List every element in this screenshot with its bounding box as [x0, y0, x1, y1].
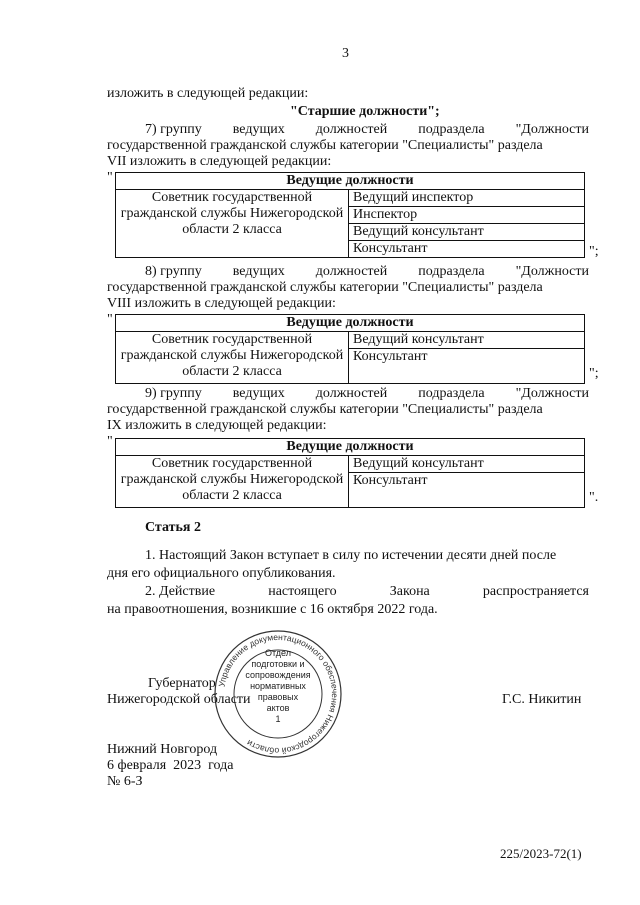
governor-title: Губернатор — [148, 676, 216, 691]
open-quote: " — [107, 170, 113, 185]
stamp-line: 1 — [275, 714, 281, 724]
closing-quote: "; — [589, 366, 599, 381]
article-2-word: распространяется — [482, 584, 589, 599]
item8-word: 8) группу — [145, 264, 202, 279]
position-cell: Консультант — [349, 241, 585, 258]
item8-word: ведущих — [232, 264, 285, 279]
position-cell: Ведущий консультант — [349, 332, 585, 349]
table-header: Ведущие должности — [116, 439, 585, 456]
stamp-line: сопровождения — [245, 670, 311, 680]
item7-line2: государственной гражданской службы категории "Специалисты" раздела — [107, 138, 543, 153]
open-quote: " — [107, 312, 113, 327]
older-positions-line: "Старшие должности"; — [290, 104, 440, 119]
item7-line1 — [145, 122, 589, 138]
position-cell: Консультант — [349, 473, 585, 508]
civil-service-class-cell: Советник государственной гражданской службы Нижегородской области 2 класса — [116, 190, 349, 258]
governor-region: Нижегородской области — [107, 692, 251, 707]
item8-line2: государственной гражданской службы категории "Специалисты" раздела — [107, 280, 543, 295]
page-number: 3 — [342, 46, 349, 61]
item9-word: 9) группу — [145, 386, 202, 401]
item7-word: подраздела — [418, 122, 485, 137]
item8-line3: VIII изложить в следующей редакции: — [107, 296, 336, 311]
article-2-word: 2. Действие — [145, 584, 216, 599]
item9-line2: государственной гражданской службы категории "Специалисты" раздела — [107, 402, 543, 417]
place: Нижний Новгород — [107, 742, 218, 757]
article-2-p1-line2: дня его официального опубликования. — [107, 566, 336, 581]
closing-quote: ". — [589, 490, 599, 505]
item7-word: ведущих — [232, 122, 285, 137]
item7-line3: VII изложить в следующей редакции: — [107, 154, 332, 169]
item7-word: 7) группу — [145, 122, 202, 137]
civil-service-class-cell: Советник государственной гражданской службы Нижегородской области 2 класса — [116, 332, 349, 384]
item8-line1 — [145, 264, 589, 280]
stamp-line: подготовки и — [251, 659, 305, 669]
item8-word: "Должности — [515, 264, 589, 279]
item8-word: подраздела — [418, 264, 485, 279]
article-2-word: настоящего — [268, 584, 337, 599]
position-cell: Ведущий инспектор — [349, 190, 585, 207]
article-2-p2-line1 — [145, 584, 589, 600]
item9-line1 — [145, 386, 589, 402]
item9-line3: IX изложить в следующей редакции: — [107, 418, 327, 433]
stamp-ring-textpath: Управление документационного обеспечения Нижегородской области — [216, 631, 341, 757]
open-quote: " — [107, 434, 113, 449]
position-cell: Инспектор — [349, 207, 585, 224]
intro-line: изложить в следующей редакции: — [107, 86, 309, 101]
item9-word: подраздела — [418, 386, 485, 401]
item9-word: "Должности — [515, 386, 589, 401]
stamp-line: правовых — [257, 692, 299, 702]
article-2-p2-line2: на правоотношения, возникшие с 16 октября 2022 года. — [107, 602, 438, 617]
article-2-p1-line1: 1. Настоящий Закон вступает в силу по истечении десяти дней после — [145, 548, 557, 563]
article-2-title: Статья 2 — [145, 520, 201, 535]
positions-table-1 — [115, 172, 585, 258]
item9-word: ведущих — [232, 386, 285, 401]
civil-service-class-cell: Советник государственной гражданской службы Нижегородской области 2 класса — [116, 456, 349, 508]
item7-word: "Должности — [515, 122, 589, 137]
article-2-word: Закона — [389, 584, 430, 599]
positions-table-2 — [115, 314, 585, 384]
table-header: Ведущие должности — [116, 315, 585, 332]
stamp-center-text — [244, 648, 312, 725]
item9-word: должностей — [315, 386, 388, 401]
item8-word: должностей — [315, 264, 388, 279]
closing-quote: "; — [589, 244, 599, 259]
date: 6 февраля 2023 года — [107, 758, 234, 773]
stamp-line: Отдел — [264, 648, 292, 658]
document-code: 225/2023-72(1) — [500, 846, 582, 861]
position-cell: Консультант — [349, 349, 585, 384]
positions-table-3 — [115, 438, 585, 508]
stamp-line: нормативных — [250, 681, 306, 691]
law-number: № 6-З — [107, 774, 143, 789]
position-cell: Ведущий консультант — [349, 224, 585, 241]
table-header: Ведущие должности — [116, 173, 585, 190]
governor-name: Г.С. Никитин — [502, 692, 582, 707]
position-cell: Ведущий консультант — [349, 456, 585, 473]
stamp-line: актов — [266, 703, 290, 713]
item7-word: должностей — [315, 122, 388, 137]
